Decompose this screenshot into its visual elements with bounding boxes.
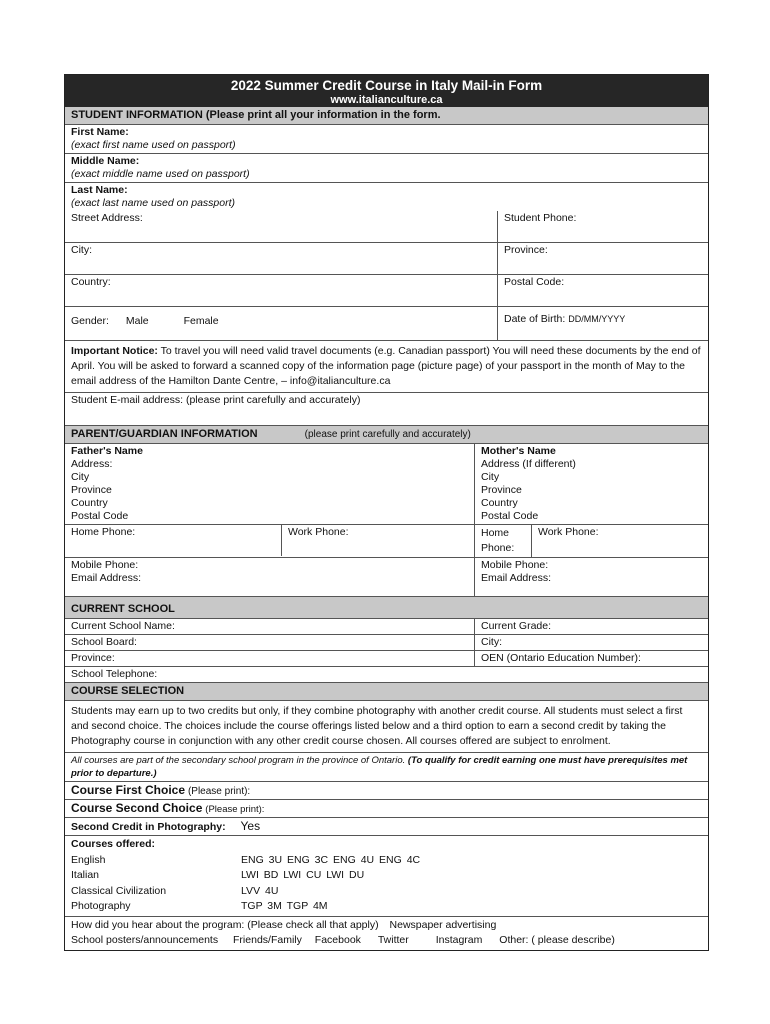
school-board-field[interactable]: School Board: [65, 635, 475, 650]
notice-label: Important Notice: [71, 345, 158, 357]
course-codes: ENG 3U ENG 3C ENG 4U ENG 4C [241, 853, 421, 866]
mother-country[interactable]: Country [481, 497, 518, 509]
mother-mobile[interactable]: Mobile Phone: [481, 559, 549, 571]
course-row [71, 899, 702, 915]
mother-name-label[interactable]: Mother's Name [481, 445, 556, 457]
father-country[interactable]: Country [71, 497, 108, 509]
course-row [71, 853, 702, 869]
gender-female-option[interactable]: Female [183, 315, 219, 327]
phone-row [65, 524, 708, 558]
last-name-field[interactable] [65, 183, 708, 211]
second-choice-label: Course Second Choice [71, 801, 203, 815]
oen-field[interactable]: OEN (Ontario Education Number): [481, 652, 641, 664]
referral-other[interactable]: Other: ( please describe) [499, 934, 615, 946]
gender-row [65, 307, 708, 341]
course-section-title: COURSE SELECTION [65, 683, 708, 701]
mother-city[interactable]: City [481, 471, 500, 483]
postal-code-field[interactable]: Postal Code: [504, 276, 565, 288]
important-notice [65, 341, 708, 393]
last-name-label: Last Name: [71, 184, 128, 196]
student-phone-field[interactable]: Student Phone: [504, 212, 577, 224]
school-province-field[interactable]: Province: [65, 651, 475, 666]
referral-question [71, 918, 702, 934]
middle-name-field[interactable] [65, 154, 708, 183]
street-address-field[interactable]: Street Address: [65, 211, 498, 242]
father-city[interactable]: City [71, 471, 90, 483]
course-intro: Students may earn up to two credits but only, if they combine photography with another credit course. All students must select a first and second choice. The choices include the course offerings listed below and a third option to earn a second credit by taking the Photography course in conjunction with any other credit course chosen. All courses offered are subject to enrolment. [65, 701, 708, 753]
father-block [65, 444, 475, 524]
referral-twitter[interactable]: Twitter [377, 934, 409, 946]
second-choice-hint: (Please print): [205, 804, 265, 815]
course-codes: LWI BD LWI CU LWI DU [241, 869, 365, 881]
gender-field [65, 307, 498, 340]
school-city-field[interactable]: City: [481, 636, 502, 648]
course-note-italic: All courses are part of the secondary school program in the province of Ontario. [71, 755, 406, 766]
school-phone-field[interactable]: School Telephone: [65, 667, 708, 683]
address-row [65, 211, 708, 243]
father-work-phone[interactable]: Work Phone: [282, 525, 475, 557]
student-email-label: Student E-mail address: (please print carefully and accurately) [71, 394, 361, 406]
parent-section-note: (please print carefully and accurately) [304, 429, 471, 440]
dob-label: Date of Birth: [504, 313, 566, 325]
referral-friends[interactable]: Friends/Family [233, 934, 302, 946]
mother-address[interactable]: Address (If different) [481, 458, 576, 470]
country-row [65, 275, 708, 307]
first-choice-field[interactable] [65, 782, 708, 800]
middle-name-hint: (exact middle name used on passport) [71, 168, 250, 180]
mother-email[interactable]: Email Address: [481, 572, 552, 584]
referral-options [71, 933, 702, 949]
course-name: Classical Civilization [71, 884, 167, 897]
course-note [65, 753, 708, 782]
father-address[interactable]: Address: [71, 458, 113, 470]
photography-credit-field[interactable] [65, 818, 708, 836]
school-province-row [65, 651, 708, 667]
school-section-title: CURRENT SCHOOL [65, 597, 708, 619]
mother-home-phone[interactable]: Home Phone: [475, 525, 532, 557]
form-header [65, 75, 708, 107]
gender-label: Gender: [71, 315, 109, 327]
father-postal[interactable]: Postal Code [71, 510, 129, 522]
father-province[interactable]: Province [71, 484, 112, 496]
school-name-row [65, 619, 708, 635]
first-name-field[interactable] [65, 125, 708, 154]
second-choice-field[interactable] [65, 800, 708, 818]
referral-facebook[interactable]: Facebook [314, 934, 361, 946]
mother-postal[interactable]: Postal Code [481, 510, 539, 522]
city-row [65, 243, 708, 275]
gender-male-option[interactable]: Male [125, 315, 149, 327]
courses-offered [65, 836, 708, 917]
middle-name-label: Middle Name: [71, 155, 140, 167]
form-title: 2022 Summer Credit Course in Italy Mail-in Form [230, 78, 543, 93]
referral-newspaper[interactable]: Newspaper advertising [389, 918, 497, 931]
school-board-row [65, 635, 708, 651]
photography-credit-yes[interactable]: Yes [240, 819, 261, 833]
last-name-hint: (exact last name used on passport) [71, 197, 236, 209]
notice-text: To travel you will need valid travel documents (e.g. Canadian passport) You will need these documents by the end of April. You will be asked to forward a scanned copy of the information page (picture page) of your passport in the month of May to the email address of the Hamilton Dante Centre, – info@italianculture.ca [71, 345, 701, 387]
photography-credit-label: Second Credit in Photography: [71, 821, 226, 833]
father-contact [65, 558, 475, 596]
first-choice-label: Course First Choice [71, 783, 186, 797]
referral-instagram[interactable]: Instagram [435, 934, 483, 946]
father-email[interactable]: Email Address: [71, 572, 142, 584]
course-name: English [71, 853, 106, 866]
mother-contact [475, 558, 708, 596]
mail-in-form [64, 74, 709, 951]
course-row [71, 868, 702, 884]
parent-section-title [65, 426, 708, 444]
course-codes: LVV 4U [241, 884, 279, 897]
grade-field[interactable]: Current Grade: [481, 620, 552, 632]
country-field[interactable]: Country: [65, 275, 498, 306]
dob-field[interactable] [498, 307, 708, 340]
student-section-title: STUDENT INFORMATION (Please print all your information in the form. [65, 107, 708, 125]
father-mobile[interactable]: Mobile Phone: [71, 559, 139, 571]
province-field[interactable]: Province: [504, 244, 548, 256]
course-note-bold: (To qualify for credit earning one must have prerequisites met prior to departure.) [71, 755, 688, 779]
referral-source [65, 917, 708, 950]
course-name: Italian [71, 869, 100, 881]
referral-school[interactable]: School posters/announcements [71, 934, 219, 946]
father-name-label[interactable]: Father's Name [71, 445, 143, 457]
student-email-field[interactable] [65, 393, 708, 426]
mother-work-phone[interactable]: Work Phone: [538, 526, 599, 538]
parent-section-label: PARENT/GUARDIAN INFORMATION [71, 428, 258, 440]
mobile-email-row [65, 558, 708, 597]
mother-province[interactable]: Province [481, 484, 522, 496]
course-name: Photography [71, 900, 131, 912]
school-name-field[interactable]: Current School Name: [65, 619, 475, 634]
course-codes: TGP 3M TGP 4M [241, 900, 328, 912]
first-name-hint: (exact first name used on passport) [71, 139, 236, 151]
courses-offered-label: Courses offered: [71, 838, 156, 850]
father-home-phone[interactable]: Home Phone: [65, 525, 282, 556]
website-url[interactable]: www.italianculture.ca [330, 94, 443, 106]
first-name-label: First Name: [71, 126, 129, 138]
referral-label: How did you hear about the program: (Please check all that apply) [71, 918, 379, 931]
course-row [71, 884, 702, 900]
city-field[interactable]: City: [65, 243, 498, 274]
mother-block [475, 444, 708, 524]
dob-format: DD/MM/YYYY [568, 314, 626, 324]
parent-address-block [65, 444, 708, 524]
first-choice-hint: (Please print): [187, 786, 251, 797]
